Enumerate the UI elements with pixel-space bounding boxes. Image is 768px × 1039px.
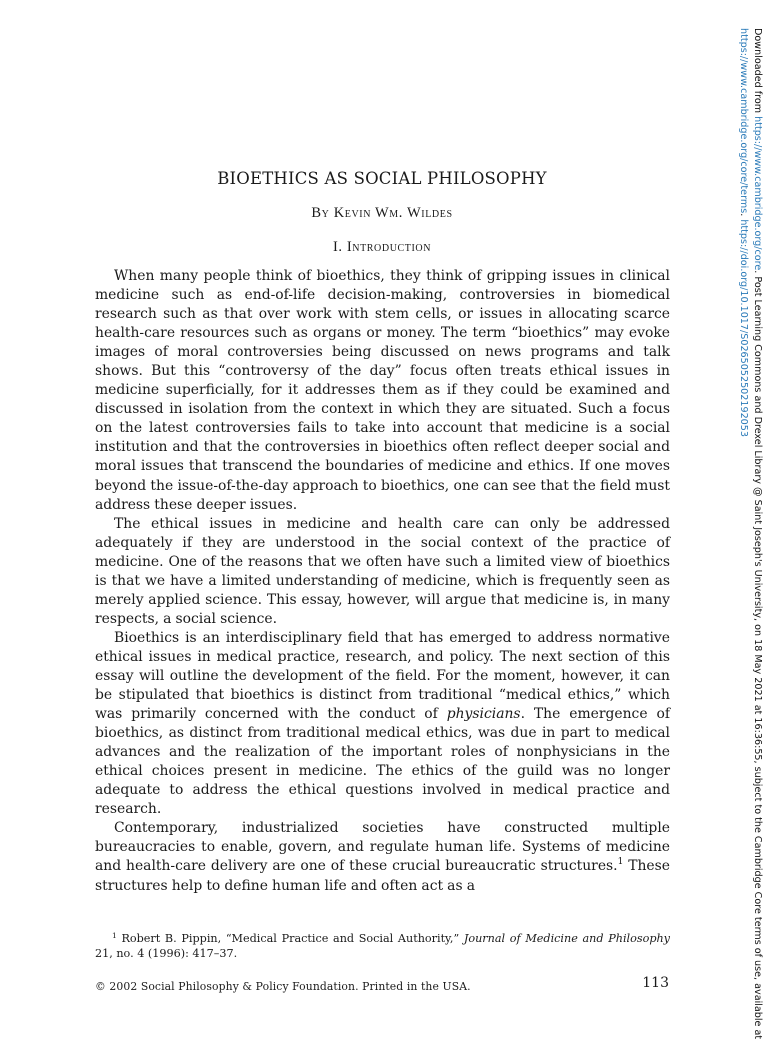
article-body [95, 267, 670, 896]
cambridge-core-link[interactable]: https://www.cambridge.org/core [752, 116, 763, 271]
footnote-1 [95, 932, 670, 961]
download-notice-line-2 [736, 28, 750, 1039]
footnote-journal: Journal of Medicine and Philosophy [463, 932, 671, 945]
paragraph-2: The ethical issues in medicine and health care can only be addressed adequately if they are understood in the social context of the practice of medicine. One of the reasons that we often have such a limited view of bioethics is that we have a limited understanding of medicine, which is frequently seen as merely applied science. This essay, however, will argue that medicine is, in many respects, a social science. [95, 515, 670, 627]
paragraph-4-text-a: Contemporary, industrialized societies have constructed multiple bureaucracies to enable, govern, and regulate human life. Systems of medicine and health-care delivery are one of these crucial bureaucratic structures. [95, 820, 670, 875]
paragraph-3-text-a: Bioethics is an interdisciplinary field that has emerged to address normative ethical issues in medical practice, research, and policy. The next section of this essay will outline the development of the field. For the moment, however, it can be stipulated that bioethics is distinct from traditional “medical ethics,” which was primarily concerned with the conduct of [95, 629, 670, 723]
download-notice-line-1 [750, 28, 764, 1039]
download-notice [734, 0, 764, 1039]
page-number: 113 [642, 975, 669, 991]
footnote-marker: 1 [112, 931, 117, 940]
article-title: BIOETHICS AS SOCIAL PHILOSOPHY [217, 169, 547, 188]
emphasis-physicians: physicians [446, 706, 521, 723]
author-byline: By Kevin Wm. Wildes [311, 205, 453, 221]
paragraph-3 [95, 629, 670, 819]
paragraph-1: When many people think of bioethics, they think of gripping issues in clinical medicine such as end-of-life decision-making, controversies in biomedical research such as that over work with stem cells, or issues in allocating scarce health-care resources such as organs or money. The term “bioethics” may evoke images of moral controversies being discussed on news programs and talk shows. But this “controversy of the day” focus often treats ethical issues in medicine superficially, for it addresses them as if they could be examined and discussed in isolation from the context in which they are situated. Such a focus on the latest controversies fails to take into account that medicine is a social institution and that the controversies in bioethics often reflect deeper social and moral issues that transcend the boundaries of medicine and ethics. If one moves beyond the issue-of-the-day approach to bioethics, one can see that the field must address these deeper issues. [95, 268, 670, 513]
link-separator: . [738, 213, 749, 220]
download-details: . Post Learning Commons and Drexel Library @ Saint Joseph's University, on 18 May 2021 at 16:36:55, subject to the Cambridge Core terms of use, available at [752, 270, 763, 1039]
section-heading: I. Introduction [332, 239, 432, 255]
copyright-line: © 2002 Social Philosophy & Policy Foundation. Printed in the USA. [95, 980, 471, 993]
paragraph-4 [95, 819, 670, 895]
paragraph-3-text-b: . The emergence of bioethics, as distinct from traditional medical ethics, was due in part to medical advances and the realization of the important roles of nonphysicians in the ethical choices present in medicine. The ethics of the guild was no longer adequate to address the ethical questions involved in medical practice and research. [95, 706, 670, 818]
doi-link[interactable]: https://doi.org/10.1017/S0265052502192053 [738, 219, 749, 437]
cambridge-terms-link[interactable]: https://www.cambridge.org/core/terms [738, 28, 749, 214]
paragraph-4-text-b: These structures help to define human life and often act as a [95, 858, 670, 894]
download-prefix: Downloaded from [752, 28, 763, 117]
footnote-text-b: 21, no. 4 (1996): 417–37. [95, 946, 238, 960]
footnote-text-a: Robert B. Pippin, “Medical Practice and Social Authority,” [116, 932, 464, 945]
footnote-reference-1[interactable]: 1 [617, 857, 624, 868]
